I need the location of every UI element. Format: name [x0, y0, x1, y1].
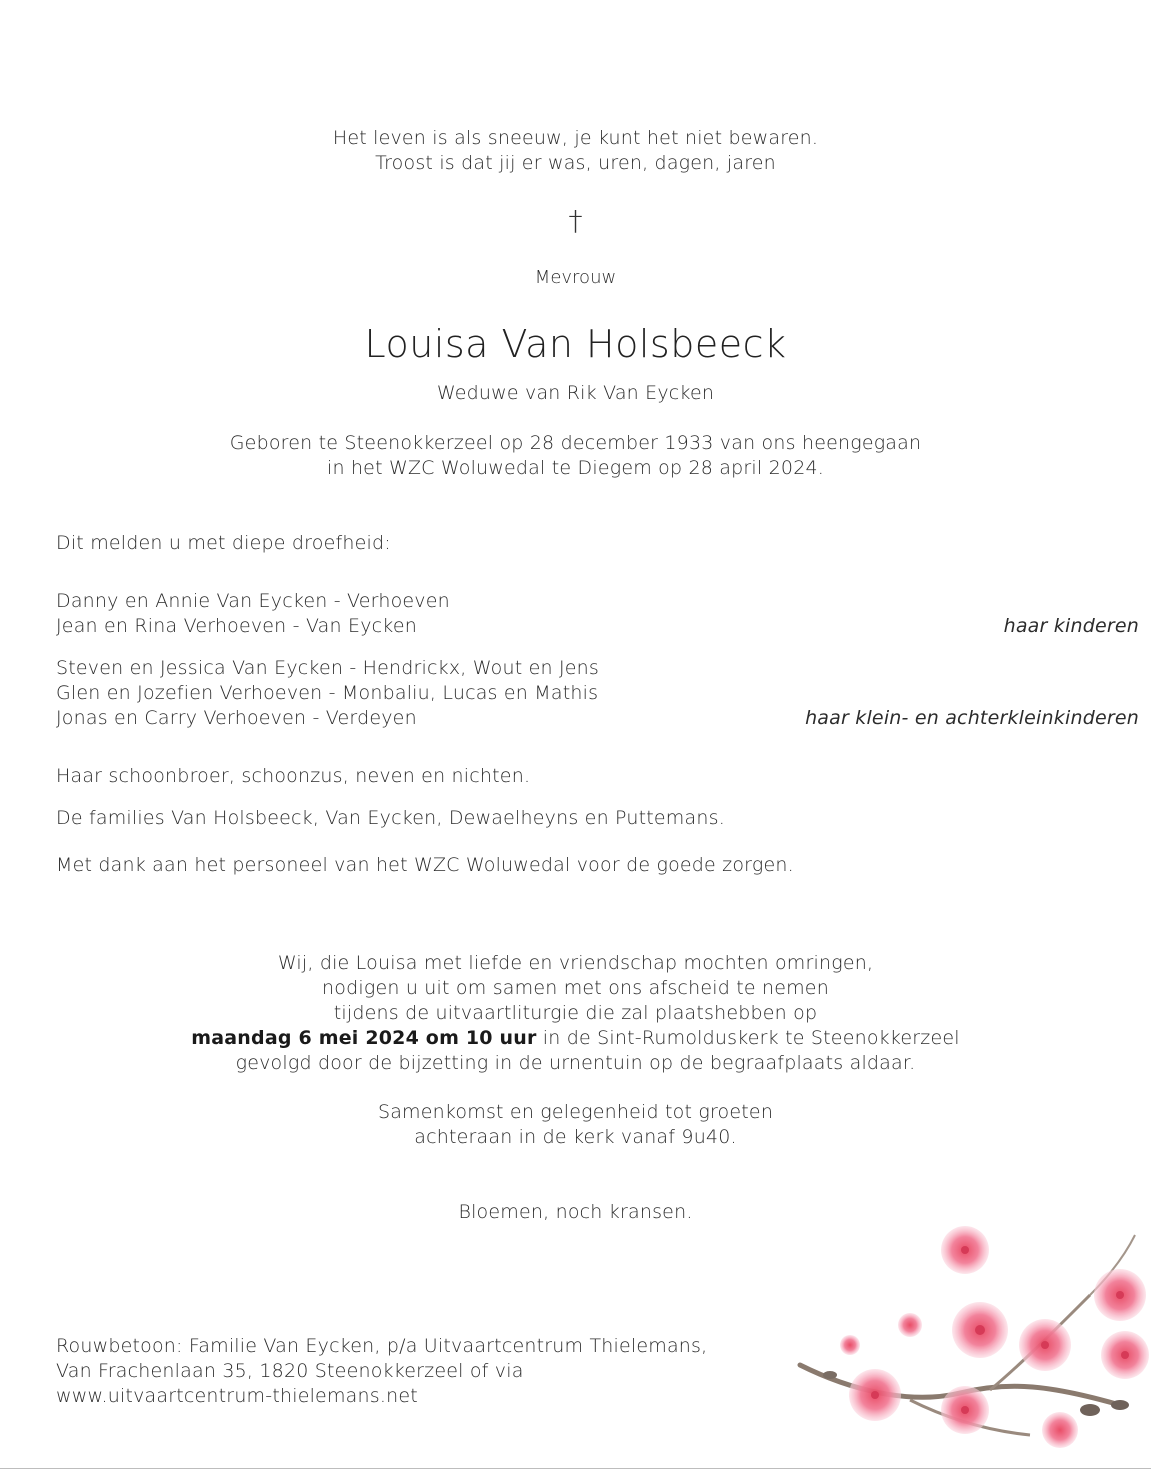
bottom-divider — [0, 1468, 1151, 1469]
grandchildren-name-3: Jonas en Carry Verhoeven - Verdeyen — [56, 707, 417, 729]
service-location: in de Sint-Rumolduskerk te Steenokkerzeel — [536, 1027, 960, 1049]
salutation: Mevrouw — [534, 267, 617, 288]
announcement-intro: Dit melden u met diepe droefheid: — [56, 532, 391, 554]
quote-line-1: Het leven is als sneeuw, je kunt het niet bewaren. — [332, 127, 819, 149]
birth-death-line-2: in het WZC Woluwedal te Diegem op 28 april 2024. — [326, 457, 825, 479]
grandchildren-name-1: Steven en Jessica Van Eycken - Hendrickx, Wout en Jens — [56, 657, 599, 679]
grandchildren-relation: haar klein- en achterkleinkinderen — [805, 707, 1139, 729]
service-date: maandag 6 mei 2024 om 10 uur — [191, 1027, 537, 1049]
families: De families Van Holsbeeck, Van Eycken, Dewaelheyns en Puttemans. — [56, 807, 725, 829]
invitation-line-3: tijdens de uitvaartliturgie die zal plaatshebben op — [333, 1002, 818, 1024]
condolence-line-1: Rouwbetoon: Familie Van Eycken, p/a Uitvaartcentrum Thielemans, — [56, 1335, 708, 1357]
blossom-branch-icon — [790, 1215, 1151, 1468]
quote-line-2: Troost is dat jij er was, uren, dagen, jaren — [375, 152, 776, 174]
invitation-line-1: Wij, die Louisa met liefde en vriendschap mochten omringen, — [277, 952, 874, 974]
flowers-note: Bloemen, noch kransen. — [458, 1201, 693, 1223]
gathering-line-2: achteraan in de kerk vanaf 9u40. — [414, 1126, 737, 1148]
thanks: Met dank aan het personeel van het WZC Woluwedal voor de goede zorgen. — [56, 854, 794, 876]
children-name-2: Jean en Rina Verhoeven - Van Eycken — [56, 615, 417, 637]
relatives: Haar schoonbroer, schoonzus, neven en nichten. — [56, 765, 531, 787]
spouse-line: Weduwe van Rik Van Eycken — [436, 382, 715, 404]
grandchildren-name-2: Glen en Jozefien Verhoeven - Monbaliu, Lucas en Mathis — [56, 682, 599, 704]
cross-icon: † — [568, 204, 583, 237]
invitation-line-5: gevolgd door de bijzetting in de urnentuin op de begraafplaats aldaar. — [235, 1052, 916, 1074]
gathering-line-1: Samenkomst en gelegenheid tot groeten — [377, 1101, 774, 1123]
condolence-website: www.uitvaartcentrum-thielemans.net — [56, 1385, 418, 1407]
condolence-line-2: Van Frachenlaan 35, 1820 Steenokkerzeel of via — [56, 1360, 524, 1382]
children-relation: haar kinderen — [1003, 615, 1139, 637]
birth-death-line-1: Geboren te Steenokkerzeel op 28 december 1933 van ons heengegaan — [229, 432, 922, 454]
children-name-1: Danny en Annie Van Eycken - Verhoeven — [56, 590, 450, 612]
invitation-line-2: nodigen u uit om samen met ons afscheid te nemen — [322, 977, 829, 999]
deceased-name: Louisa Van Holsbeeck — [364, 322, 787, 366]
invitation-line-4 — [0, 1026, 1151, 1051]
